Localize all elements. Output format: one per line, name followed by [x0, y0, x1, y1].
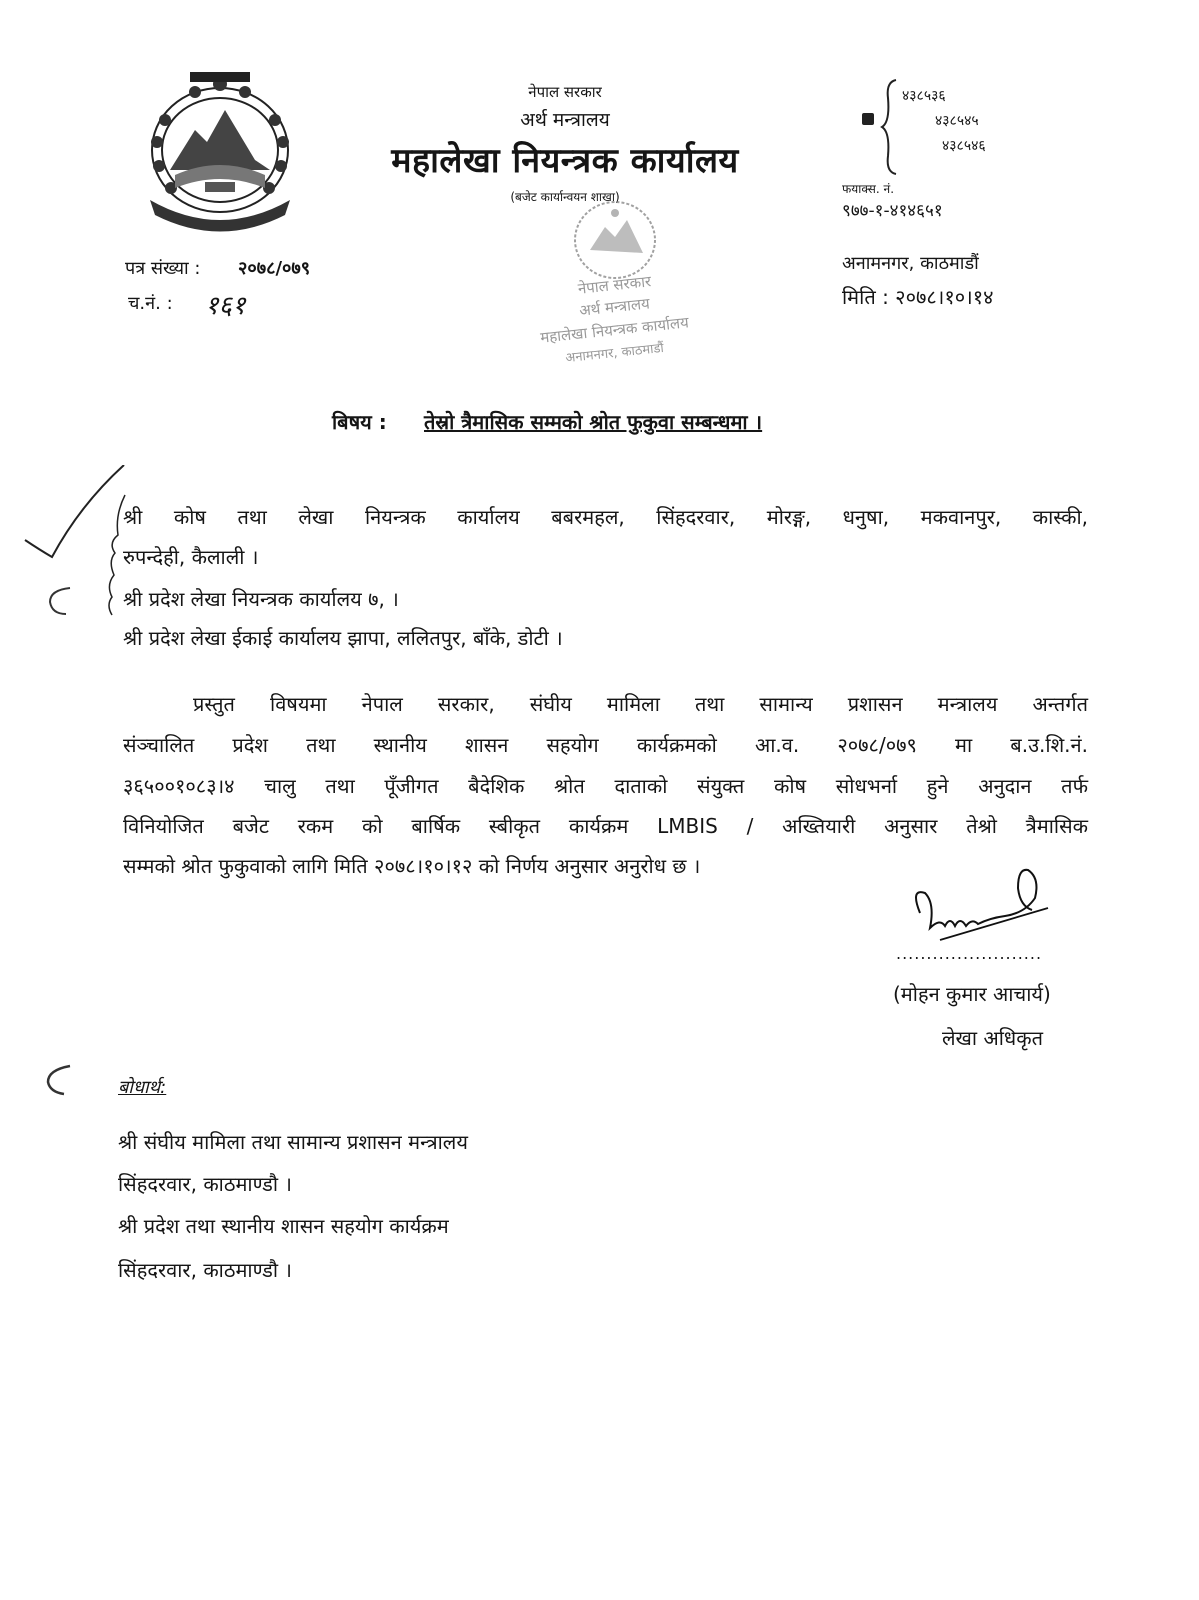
cc-line-1: श्री संघीय मामिला तथा सामान्य प्रशासन मन्त्रालय: [118, 1130, 468, 1154]
body-line-1: प्रस्तुत विषयमा नेपाल सरकार, संघीय मामिला तथा सामान्य प्रशासन मन्त्रालय अन्तर्गत: [193, 692, 1088, 716]
brace-icon: [880, 78, 900, 176]
body-line-4: विनियोजित बजेट रकम को बार्षिक स्बीकृत कार्यक्रम LMBIS / अख्तियारी अनुसार तेश्रो त्रैमासिक: [123, 814, 1088, 838]
stamp-line-4: अनामनगर, काठमाडौं: [564, 340, 665, 367]
recipient-line-2: श्री प्रदेश लेखा नियन्त्रक कार्यालय ७, ।: [123, 587, 399, 611]
handwritten-signature: [900, 858, 1060, 958]
stamp-line-3: महालेखा नियन्त्रक कार्यालय: [539, 313, 690, 347]
office-stamp: [515, 195, 715, 370]
fax-label: फयाक्स. नं.: [842, 182, 895, 196]
cc-line-4: सिंहदरवार, काठमाण्डौ ।: [118, 1258, 292, 1282]
body-line-5: सम्मको श्रोत फुकुवाको लागि मिति २०७८।१०।१२ को निर्णय अनुसार अनुरोध छ ।: [123, 854, 701, 878]
recipient-line-1-cont: रुपन्देही, कैलाली ।: [123, 545, 259, 569]
signature-line: ........................: [896, 944, 1043, 963]
subject-label: बिषय :: [332, 410, 387, 434]
phone-number-1: ४३८५३६: [902, 88, 946, 104]
signer-name: (मोहन कुमार आचार्य): [893, 982, 1051, 1006]
body-line-2: संञ्चालित प्रदेश तथा स्थानीय शासन सहयोग कार्यक्रमको आ.व. २०७८/०७९ मा ब.उ.शि.नं.: [123, 733, 1088, 757]
recipient-line-3: श्री प्रदेश लेखा ईकाई कार्यालय झापा, ललितपुर, बाँके, डोटी ।: [123, 626, 563, 650]
punch-hole-icon: [40, 1060, 80, 1100]
dispatch-number-value: १६१: [205, 291, 246, 321]
body-line-3: ३६५००१०८३।४ चालु तथा पूँजीगत बैदेशिक श्रोत दाताको संयुक्त कोष सोधभर्ना हुने अनुदान तर्फ: [123, 774, 1088, 798]
letter-number-value: २०७८/०७९: [238, 258, 311, 279]
phone-number-2: ४३८५४५: [935, 113, 979, 129]
nepal-emblem-icon: [135, 70, 305, 235]
letter-date: मिति : २०७८।१०।१४: [842, 285, 994, 309]
cc-line-3: श्री प्रदेश तथा स्थानीय शासन सहयोग कार्यक्रम: [118, 1214, 449, 1238]
subject-text: तेस्रो त्रैमासिक सम्मको श्रोत फुकुवा सम्बन्धमा ।: [424, 410, 763, 434]
recipient-line-1: श्री कोष तथा लेखा नियन्त्रक कार्यालय बबरमहल, सिंहदरवार, मोरङ्ग, धनुषा, मकवानपुर, कास्की,: [123, 505, 1088, 529]
letter-number-label: पत्र संख्या :: [125, 258, 201, 279]
punch-hole-icon: [40, 580, 80, 620]
phone-number-3: ४३८५४६: [942, 138, 986, 154]
government-name: नेपाल सरकार: [528, 83, 602, 101]
check-mark-icon: [20, 465, 140, 655]
signer-title: लेखा अधिकृत: [942, 1026, 1043, 1050]
branch-name: (बजेट कार्यान्वयन शाखा): [510, 190, 620, 204]
dispatch-number-label: च.नं. :: [128, 293, 173, 314]
cc-line-2: सिंहदरवार, काठमाण्डौ ।: [118, 1172, 292, 1196]
phone-icon: [862, 113, 874, 125]
fax-number: ९७७-१-४१४६५१: [842, 201, 943, 221]
office-name: महालेखा नियन्त्रक कार्यालय: [391, 141, 739, 181]
stamp-line-2: अर्थ मन्त्रालय: [578, 294, 651, 320]
ministry-name: अर्थ मन्त्रालय: [520, 109, 610, 131]
office-address: अनामनगर, काठमाडौं: [842, 253, 979, 274]
cc-label: बोधार्थ:: [118, 1077, 167, 1098]
stamp-line-1: नेपाल सरकार: [576, 272, 652, 298]
